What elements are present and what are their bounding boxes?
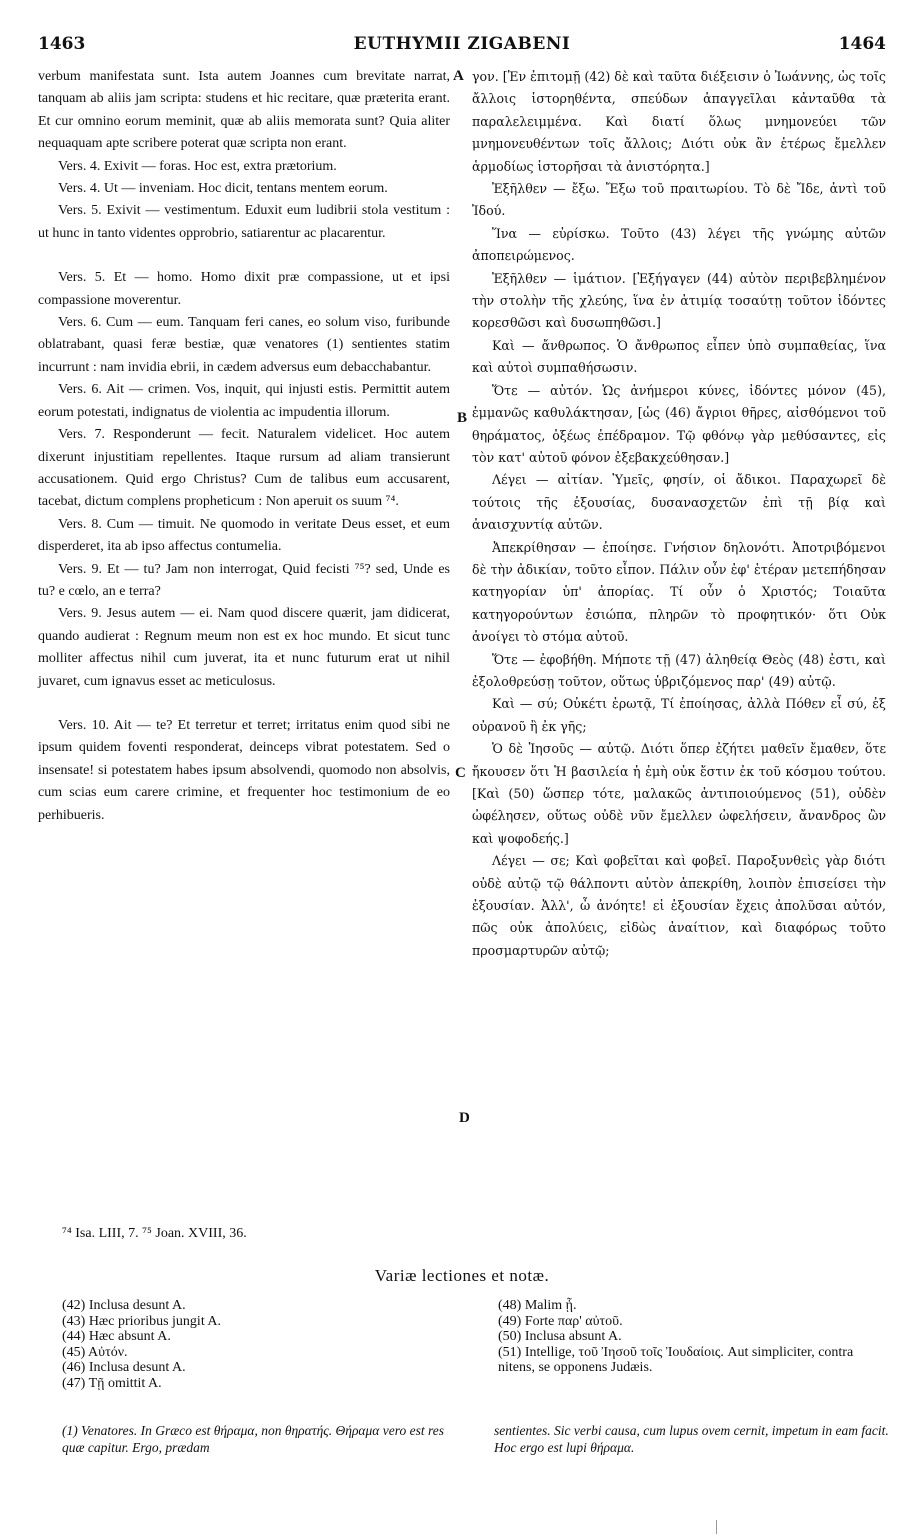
greek-paragraph: Ἐξῆλθεν — ἔξω. Ἔξω τοῦ πραιτωρίου. Τὸ δὲ Ἴδε, ἀντὶ τοῦ Ἰδού. — [472, 181, 886, 219]
greek-column — [472, 66, 886, 962]
variant-note: (43) Hæc prioribus jungit A. — [62, 1313, 222, 1329]
margin-marker-a: A — [453, 68, 464, 84]
scripture-footnotes: ⁷⁴ Isa. LIII, 7. ⁷⁵ Joan. XVIII, 36. — [62, 1226, 247, 1241]
variant-note: (50) Inclusa absunt A. — [498, 1329, 622, 1345]
variant-note: (51) Intellige, τοῦ Ἰησοῦ τοῖς Ἰουδαίοις. Aut simpliciter, contra nitens, se opponens Judæis. — [498, 1344, 854, 1376]
latin-paragraph: Vers. 4. Exivit — foras. Hoc est, extra prætorium. — [58, 158, 337, 174]
variant-notes-left — [62, 1298, 462, 1392]
latin-paragraph: Vers. 6. Cum — eum. Tanquam feri canes, eo solum viso, furibunde oblatrabant, quasi feræ bestiæ, quæ venatores (1) sentientes statim incurrunt : nam invidia ebrii, in cædem adversus eum debacchabantur. — [38, 315, 450, 375]
running-title: EUTHYMII ZIGABENI — [353, 34, 571, 54]
greek-paragraph: Ὅτε — ἐφοβήθη. Μήποτε τῇ (47) ἀληθείᾳ Θεὸς (48) ἐστι, καὶ ἐξολοθρεύσῃ τοῦτον, οὕτως ὑβριζόμενος παρ' (49) αὐτῷ. — [472, 651, 886, 689]
latin-paragraph: Vers. 6. Ait — crimen. Vos, inquit, qui injusti estis. Permittit autem eorum potestati, indignatus de violentia ac impudentia illorum. — [38, 382, 450, 420]
variant-note: (46) Inclusa desunt A. — [62, 1360, 186, 1376]
variant-note: (48) Malim ᾖ. — [498, 1298, 577, 1313]
variant-note: (47) Τῇ omittit A. — [62, 1375, 162, 1391]
latin-paragraph: Vers. 5. Exivit — vestimentum. Eduxit eum ludibrii stola vestitum : ut hunc in tanto videntes opprobrio, satiarentur ac placarentur. — [38, 203, 450, 241]
latin-paragraph: Vers. 10. Ait — te? Et terretur et terret; irritatus enim quod sibi ne ipsum quidem foventi responderat, deinceps vibrat potestatem. Sed o insensate! si potestatem habes ipsum absolvendi, quomodo non absolvis, cum scias eum carere crimine, et frequenter hoc testimonium de eo perhibueris. — [38, 717, 450, 823]
print-mark — [716, 1520, 717, 1534]
latin-paragraph: Vers. 4. Ut — inveniam. Hoc dicit, tentans mentem eorum. — [58, 181, 388, 197]
translator-note-right: sentientes. Sic verbi causa, cum lupus ovem cernit, impetum in eam facit. Hoc ergo est lupi θήραμα. — [494, 1423, 889, 1455]
page-number-left: 1463 — [38, 34, 86, 54]
greek-paragraph: Ὅτε — αὐτόν. Ὡς ἀνήμεροι κύνες, ἰδόντες μόνον (45), ἐμμανῶς καθυλάκτησαν, [ὡς (46) ἄγριοι θῆρες, αἰσθόμενοι τοῦ θηράματος, ὀξέως ἐπέδραμον. Τῷ φθόνῳ γὰρ μεθύσαντες, εἰς τὸν κατ' αὐτοῦ φόνον ἐξεβακχεύθησαν.] — [472, 382, 886, 465]
greek-paragraph: Ἵνα — εὑρίσκω. Τοῦτο (43) λέγει τῆς γνώμης αὐτῶν ἀποπειρώμενος. — [472, 225, 886, 264]
greek-paragraph: Λέγει — αἰτίαν. Ὑμεῖς, φησίν, οἱ ἄδικοι. Παραχωρεῖ δὲ τούτοις τῆς ἐξουσίας, δυσανασχετῶν ἐπὶ τῇ βίᾳ καὶ ἀναισχυντίᾳ αὐτῶν. — [472, 472, 886, 533]
latin-paragraph: Vers. 9. Jesus autem — ei. Nam quod discere quærit, jam didicerat, quando audierat : Regnum meum non est ex hoc mundo. Et sicut tunc molliter affectus nihil cum juverat, ita et nunc futurum erat ut nihil juvaret, cum ignavus esset ac meticulosus. — [38, 606, 450, 689]
greek-paragraph: Ὁ δὲ Ἰησοῦς — αὐτῷ. Διότι ὅπερ ἐζήτει μαθεῖν ἔμαθεν, ὅτε ἤκουσεν ὅτι Ἡ βασιλεία ἡ ἐμὴ οὐκ ἔστιν ἐκ τοῦ κόσμου τούτου. [Καὶ (50) ὥσπερ τότε, μαλακῶς ἀντιποιούμενος (51), οὐδὲν ὠφέλησεν, οὕτως οὐδὲ νῦν ἔμελλεν ὠφελήσειν, ἄνανδρος ὢν καὶ ψοφοδεής.] — [472, 741, 886, 846]
margin-marker-b: B — [457, 410, 468, 426]
variant-note: (49) Forte παρ' αὐτοῦ. — [498, 1313, 623, 1329]
greek-paragraph: Λέγει — σε; Καὶ φοβεῖται καὶ φοβεῖ. Παροξυνθεὶς γὰρ διότι οὐδὲ αὐτῷ τῷ θάλποντι αὐτὸν ἀπεκρίθη, λοιπὸν ἐπισείσει τὴν ἐξουσίαν. Ἀλλ', ὦ ἀνόητε! εἰ ἐξουσίαν ἔχεις ἀπολῦσαι αὐτόν, πῶς οὐκ ἀπολύεις, εἰδὼς ἀναίτιον, καὶ διαφόρως τοῦτο προσμαρτυρῶν αὐτῷ; — [472, 853, 886, 958]
translator-note-left: (1) Venatores. In Græco est θήραμα, non θηρατής. Θήραμα vero est res quæ capitur. Ergo, prædam — [62, 1423, 444, 1455]
latin-paragraph: Vers. 7. Responderunt — fecit. Naturalem videlicet. Hoc autem dixerunt injustitiam repellentes. Itaque rursum ad aliam transierunt accusationem. Quid ergo Christus? Cum de talibus eum accusarent, tacebat, dictum complens propheticum : Non aperuit os suum ⁷⁴. — [38, 427, 450, 510]
variant-note: (45) Αὐτόν. — [62, 1344, 128, 1360]
latin-paragraph: Vers. 8. Cum — timuit. Ne quomodo in veritate Deus esset, et eum disperderet, ita ab ipso affectus contumelia. — [38, 516, 450, 555]
margin-marker-d: D — [459, 1110, 470, 1126]
latin-paragraph: Vers. 5. Et — homo. Homo dixit præ compassione, ut et ipsi compassione moverentur. — [38, 270, 450, 308]
greek-paragraph: Καὶ — ἄνθρωπος. Ὁ ἄνθρωπος εἶπεν ὑπὸ συμπαθείας, ἵνα καὶ αὐτοὶ συμπαθήσωσιν. — [472, 337, 886, 376]
notes-title: Variæ lectiones et notæ. — [374, 1266, 550, 1285]
variant-notes-right — [498, 1298, 892, 1376]
greek-paragraph: Ἐξῆλθεν — ἱμάτιον. [Ἐξήγαγεν (44) αὐτὸν περιβεβλημένον τὴν στολὴν τῆς χλεύης, ἵνα ἐν ἀτιμίᾳ τοσαύτῃ τοῦτον ἰδόντες κορεσθῶσι καὶ δυσωπηθῶσι.] — [472, 270, 886, 331]
page-header — [38, 34, 886, 58]
greek-paragraph: Καὶ — σύ; Οὐκέτι ἐρωτᾷ, Τί ἐποίησας, ἀλλὰ Πόθεν εἶ σύ, ἐξ οὐρανοῦ ἢ ἐκ γῆς; — [472, 696, 886, 734]
greek-paragraph: Ἀπεκρίθησαν — ἐποίησε. Γνήσιον δηλονότι. Ἀποτριβόμενοι δὲ τὴν ἀδικίαν, τοῦτο εἶπον. Πάλιν οὖν ἐφ' ἑτέραν μετεπήδησαν κατηγορίαν ὑπ' ἀπορίας. Τί οὖν ὁ Χριστός; Τοιαῦτα κατηγορούντων ἐσιώπα, πληρῶν τὸ προφητικόν· ὅτι Οὐκ ἀνοίγει τὸ στόμα αὐτοῦ. — [472, 539, 886, 645]
latin-paragraph: verbum manifestata sunt. Ista autem Joannes cum brevitate narrat, tanquam ab aliis jam scripta: studens et hic recitare, quæ præterita erant. Et cur omnino eorum meminit, quæ ab aliis memorata sunt? Quia aliter nequaquam apte scribere poterat quæ scripta non erant. — [38, 69, 450, 152]
latin-paragraph: Vers. 9. Et — tu? Jam non interrogat, Quid fecisti ⁷⁵? sed, Unde es tu? e cœlo, an e terra? — [38, 561, 450, 599]
greek-paragraph: γον. [Ἐν ἐπιτομῇ (42) δὲ καὶ ταῦτα διέξεισιν ὁ Ἰωάννης, ὡς τοῖς ἄλλοις ἱστορηθέντα, σπεύδων ἀπαγγεῖλαι κἀνταῦθα τὰ παραλελειμμένα. Καὶ διατί ὅλως μνημονεύει τῶν μνημονευθέντων τοῖς ἄλλοις; Διότι οὐκ ἂν ἑτέρως ἔμελλεν ἁρμοδίως ἱστορῆσαι τὰ ἀνιστόρητα.] — [472, 69, 886, 174]
latin-column — [38, 66, 450, 827]
margin-marker-c: C — [455, 765, 466, 781]
variant-note: (44) Hæc absunt A. — [62, 1329, 171, 1345]
page-number-right: 1464 — [838, 34, 886, 54]
variant-note: (42) Inclusa desunt A. — [62, 1298, 186, 1313]
